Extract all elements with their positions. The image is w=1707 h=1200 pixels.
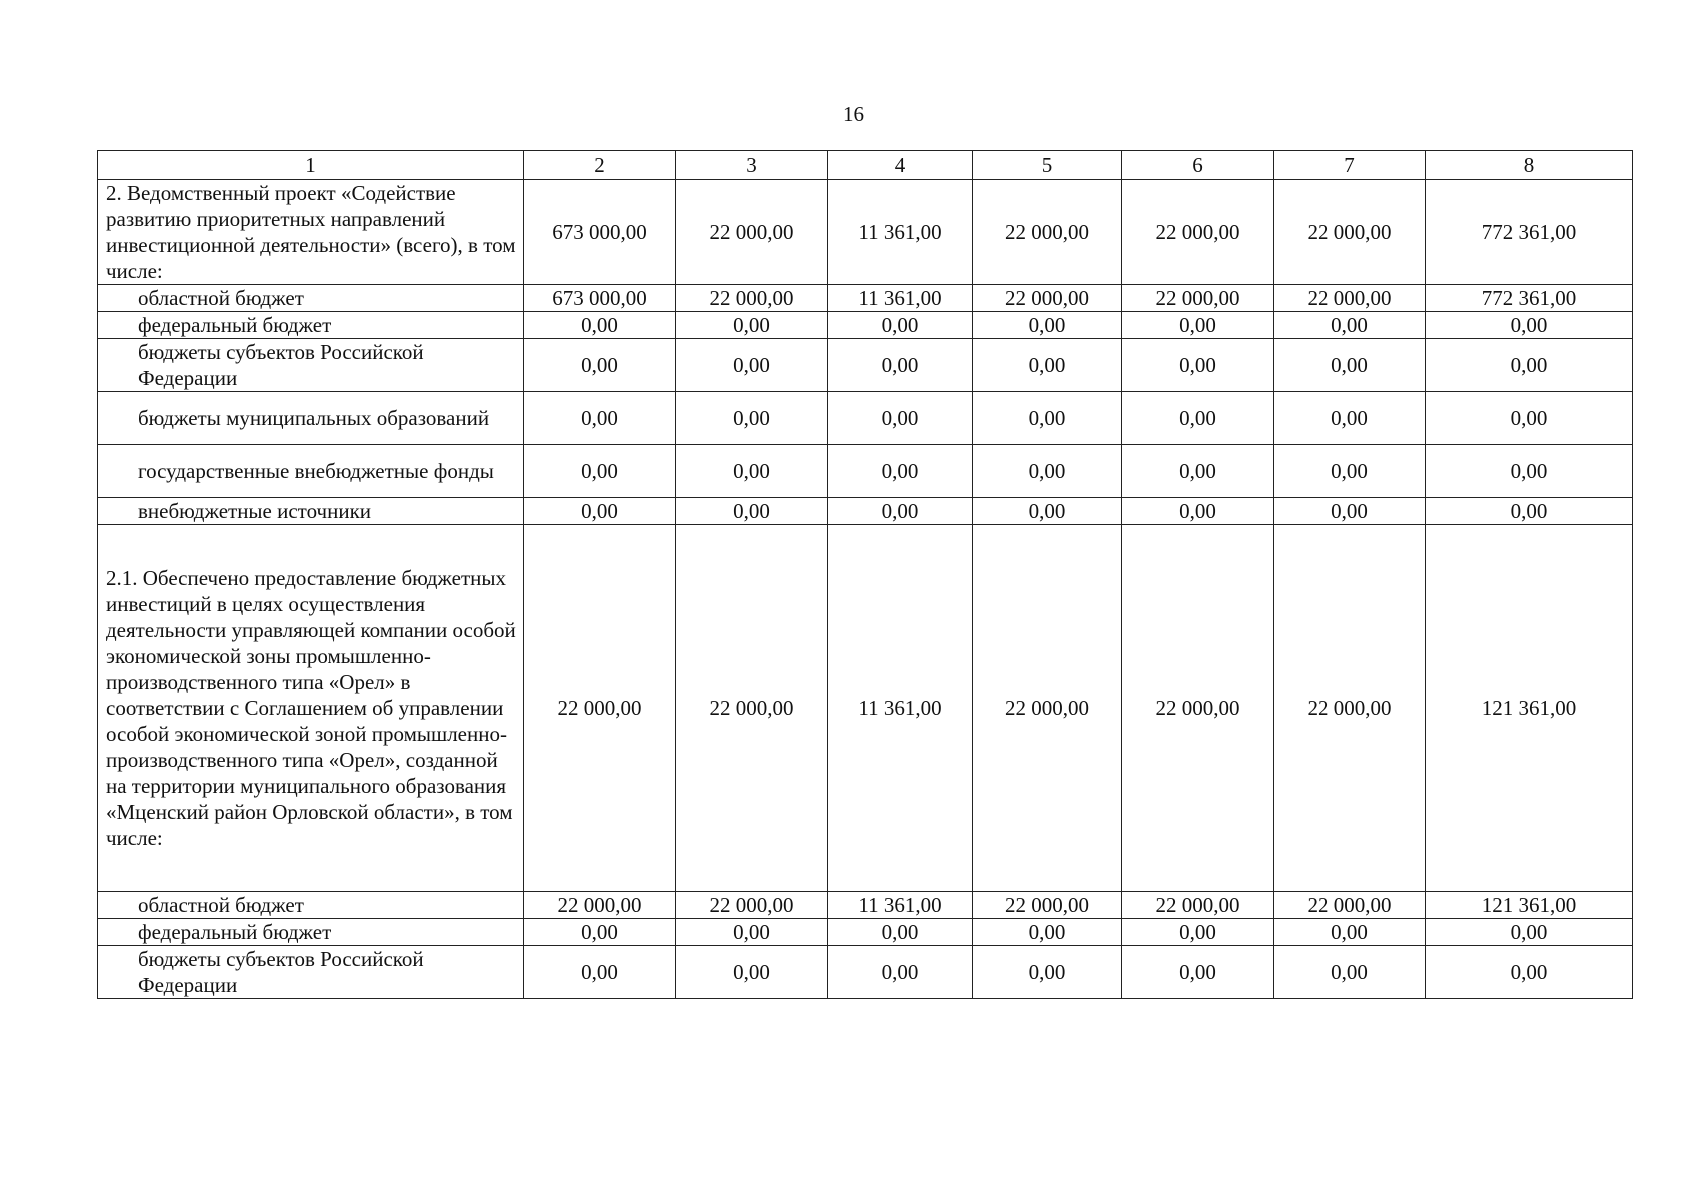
table-cell: 0,00 <box>1426 445 1633 498</box>
table-cell: 22 000,00 <box>676 525 828 892</box>
table-cell: 0,00 <box>524 946 676 999</box>
table-cell: 772 361,00 <box>1426 180 1633 285</box>
table-cell: 22 000,00 <box>973 525 1122 892</box>
table-cell: 0,00 <box>524 445 676 498</box>
table-cell: 22 000,00 <box>1274 180 1426 285</box>
table-cell: 22 000,00 <box>1122 525 1274 892</box>
table-row <box>98 180 1633 285</box>
table-cell: 0,00 <box>1274 498 1426 525</box>
column-header: 1 <box>98 151 524 180</box>
column-header: 6 <box>1122 151 1274 180</box>
table-cell: 11 361,00 <box>828 180 973 285</box>
table-cell: 0,00 <box>973 339 1122 392</box>
table-cell: 0,00 <box>973 498 1122 525</box>
table-cell: 0,00 <box>973 445 1122 498</box>
table-row <box>98 525 1633 892</box>
budget-table <box>97 150 1633 999</box>
table-cell: 0,00 <box>973 312 1122 339</box>
table-cell: 22 000,00 <box>524 892 676 919</box>
table-cell: 0,00 <box>524 919 676 946</box>
table-cell: 22 000,00 <box>676 180 828 285</box>
table-header-row <box>98 151 1633 180</box>
table-cell: 11 361,00 <box>828 525 973 892</box>
table-cell: 0,00 <box>1122 498 1274 525</box>
column-header: 5 <box>973 151 1122 180</box>
table-cell: 0,00 <box>524 339 676 392</box>
table-cell: 0,00 <box>676 445 828 498</box>
table-cell: 0,00 <box>828 312 973 339</box>
column-header: 4 <box>828 151 973 180</box>
table-cell: 22 000,00 <box>1274 525 1426 892</box>
table-cell: 22 000,00 <box>524 525 676 892</box>
column-header: 8 <box>1426 151 1633 180</box>
row-label: внебюджетные источники <box>98 498 524 525</box>
table-cell: 0,00 <box>524 312 676 339</box>
table-cell: 0,00 <box>676 498 828 525</box>
table-cell: 0,00 <box>676 392 828 445</box>
table-cell: 0,00 <box>1122 445 1274 498</box>
table-cell: 0,00 <box>973 392 1122 445</box>
table-cell: 0,00 <box>828 445 973 498</box>
column-header: 2 <box>524 151 676 180</box>
table-cell: 0,00 <box>973 919 1122 946</box>
table-row <box>98 892 1633 919</box>
table-cell: 772 361,00 <box>1426 285 1633 312</box>
row-label: бюджеты субъектов Российской Федерации <box>98 946 524 999</box>
table-cell: 22 000,00 <box>676 285 828 312</box>
row-label: бюджеты субъектов Российской Федерации <box>98 339 524 392</box>
table-cell: 0,00 <box>524 392 676 445</box>
table-cell: 0,00 <box>828 946 973 999</box>
row-label: бюджеты муниципальных образований <box>98 392 524 445</box>
table-cell: 0,00 <box>828 392 973 445</box>
table-cell: 0,00 <box>828 919 973 946</box>
row-label: федеральный бюджет <box>98 919 524 946</box>
table-cell: 0,00 <box>973 946 1122 999</box>
table-row <box>98 445 1633 498</box>
row-label: федеральный бюджет <box>98 312 524 339</box>
table-cell: 0,00 <box>1122 312 1274 339</box>
table-row <box>98 285 1633 312</box>
table-cell: 22 000,00 <box>676 892 828 919</box>
row-label: областной бюджет <box>98 285 524 312</box>
table-row <box>98 312 1633 339</box>
table-cell: 22 000,00 <box>973 285 1122 312</box>
table-cell: 0,00 <box>1274 919 1426 946</box>
table-cell: 22 000,00 <box>1122 285 1274 312</box>
table-cell: 0,00 <box>1122 339 1274 392</box>
table-row <box>98 919 1633 946</box>
table-cell: 0,00 <box>1274 339 1426 392</box>
table-cell: 0,00 <box>1274 312 1426 339</box>
table-cell: 0,00 <box>676 919 828 946</box>
table-cell: 22 000,00 <box>1274 892 1426 919</box>
table-cell: 0,00 <box>1122 946 1274 999</box>
table-row <box>98 498 1633 525</box>
column-header: 7 <box>1274 151 1426 180</box>
table-cell: 11 361,00 <box>828 285 973 312</box>
table-cell: 0,00 <box>1426 339 1633 392</box>
table-cell: 121 361,00 <box>1426 525 1633 892</box>
table-cell: 0,00 <box>1426 312 1633 339</box>
page-number: 16 <box>843 102 864 126</box>
row-label: областной бюджет <box>98 892 524 919</box>
table-row <box>98 392 1633 445</box>
table-cell: 673 000,00 <box>524 285 676 312</box>
table-cell: 673 000,00 <box>524 180 676 285</box>
table-cell: 22 000,00 <box>1122 892 1274 919</box>
row-label: государственные внебюджетные фонды <box>98 445 524 498</box>
table-cell: 22 000,00 <box>973 180 1122 285</box>
table-cell: 0,00 <box>1426 946 1633 999</box>
column-header: 3 <box>676 151 828 180</box>
table-cell: 0,00 <box>1426 919 1633 946</box>
row-label: 2. Ведомственный проект «Содействие развитию приоритетных направлений инвестиционной деятельности» (всего), в том числе: <box>98 180 524 285</box>
row-label: 2.1. Обеспечено предоставление бюджетных инвестиций в целях осуществления деятельности управляющей компании особой экономической зоны промышленно-производственного типа «Орел» в соответствии с Соглашением об управлении особой экономической зоной промышленно-производственного типа «Орел», созданной на территории муниципального образования «Мценский район Орловской области», в том числе: <box>98 525 524 892</box>
table-cell: 0,00 <box>1274 946 1426 999</box>
table-cell: 0,00 <box>828 339 973 392</box>
table-cell: 0,00 <box>524 498 676 525</box>
table-cell: 0,00 <box>676 946 828 999</box>
table-row <box>98 339 1633 392</box>
table-row <box>98 946 1633 999</box>
table-cell: 0,00 <box>1274 445 1426 498</box>
table-cell: 121 361,00 <box>1426 892 1633 919</box>
table-cell: 0,00 <box>1122 392 1274 445</box>
table-cell: 0,00 <box>676 339 828 392</box>
table-cell: 0,00 <box>1426 392 1633 445</box>
table-cell: 0,00 <box>1122 919 1274 946</box>
table-cell: 22 000,00 <box>1122 180 1274 285</box>
table-cell: 22 000,00 <box>1274 285 1426 312</box>
table-cell: 11 361,00 <box>828 892 973 919</box>
table-cell: 0,00 <box>828 498 973 525</box>
table-cell: 0,00 <box>1274 392 1426 445</box>
table-cell: 0,00 <box>676 312 828 339</box>
table-cell: 22 000,00 <box>973 892 1122 919</box>
table-cell: 0,00 <box>1426 498 1633 525</box>
